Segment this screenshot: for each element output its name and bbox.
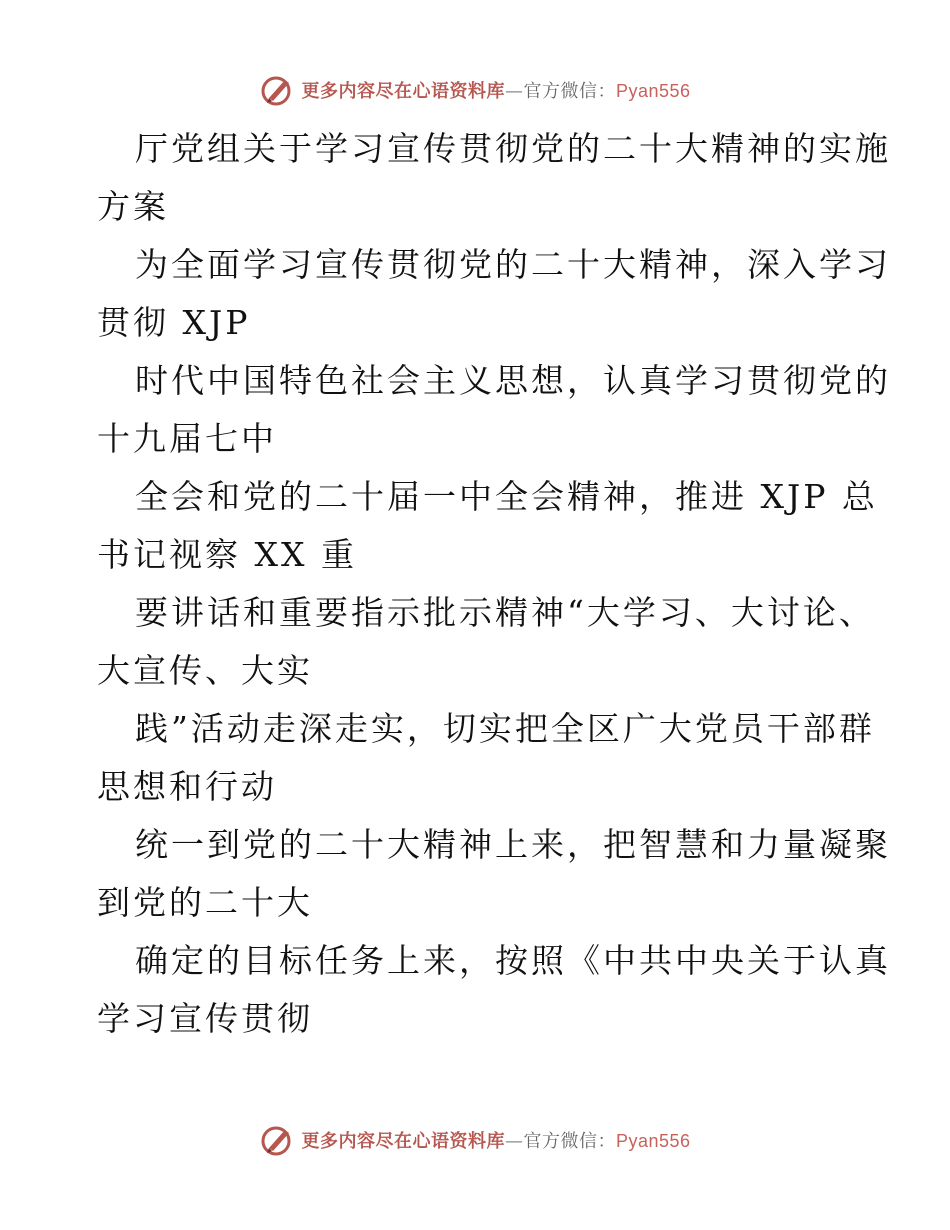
text-line: 全会和党的二十届一中全会精神，推进 XJP 总 <box>135 477 878 516</box>
text-line: 贯彻 XJP <box>97 303 251 342</box>
text-line: 践”活动走深走实，切实把全区广大党员干部群 <box>135 709 875 748</box>
text-line: 厅党组关于学习宣传贯彻党的二十大精神的实施 <box>135 129 891 168</box>
banner-separator: — <box>504 1131 524 1152</box>
pen-logo-icon <box>259 72 295 108</box>
text-line: 学习宣传贯彻 <box>97 999 313 1038</box>
document-body <box>97 120 891 1048</box>
banner-handle: Pyan556 <box>615 1131 691 1151</box>
pen-logo-icon <box>259 1122 295 1158</box>
text-line: 书记视察 XX 重 <box>97 535 357 574</box>
text-line: 统一到党的二十大精神上来，把智慧和力量凝聚 <box>135 825 891 864</box>
text-line: 为全面学习宣传贯彻党的二十大精神，深入学习 <box>135 245 891 284</box>
banner-separator: — <box>504 81 524 102</box>
text-line: 方案 <box>97 187 169 226</box>
banner-slogan: 更多内容尽在心语资料库 <box>301 1131 505 1152</box>
header-banner <box>0 70 950 110</box>
text-line: 十九届七中 <box>97 419 277 458</box>
text-line: 时代中国特色社会主义思想，认真学习贯彻党的 <box>135 361 891 400</box>
banner-label: 官方微信： <box>523 81 616 102</box>
banner-label: 官方微信： <box>523 1131 616 1152</box>
banner-text <box>301 77 690 103</box>
banner-slogan: 更多内容尽在心语资料库 <box>301 81 505 102</box>
text-line: 要讲话和重要指示批示精神“大学习、大讨论、 <box>135 593 875 632</box>
banner-text <box>301 1127 690 1153</box>
footer-banner <box>0 1120 950 1160</box>
banner-handle: Pyan556 <box>615 81 691 101</box>
text-line: 确定的目标任务上来，按照《中共中央关于认真 <box>135 941 891 980</box>
text-line: 到党的二十大 <box>97 883 313 922</box>
text-line: 思想和行动 <box>97 767 277 806</box>
text-line: 大宣传、大实 <box>97 651 313 690</box>
